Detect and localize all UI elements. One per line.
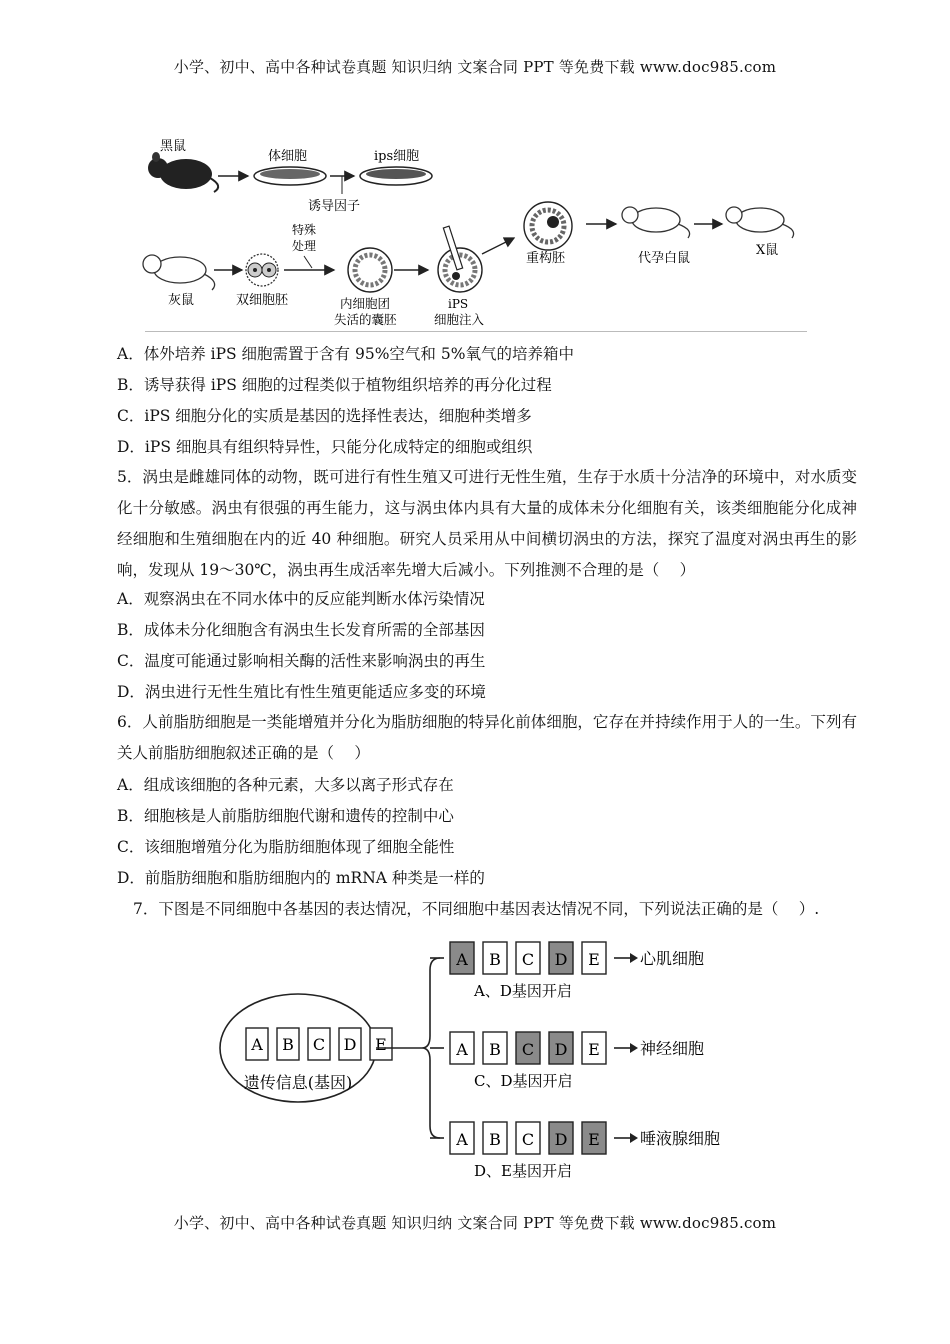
q5-stem: 5．涡虫是雌雄同体的动物，既可进行有性生殖又可进行无性生殖，生存于水质十分洁净的环境中，对水质变化十分敏感。涡虫有很强的再生能力，这与涡虫体内具有大量的成体未分化细胞有关，该类细胞能分化成神经细胞和生殖细胞在内的近 40 种细胞。研究人员采用从中间横切涡虫的方法，探究了温度对涡虫再生的影响，发现从 19～30℃，涡虫再生成活率先增大后减小。下列推测不合理的是（ ） bbox=[117, 468, 857, 579]
gray-mouse-label: 灰鼠 bbox=[168, 293, 195, 308]
ips-injection-label-1: iPS bbox=[448, 297, 469, 311]
surrogate-mouse-icon bbox=[622, 207, 690, 238]
cell-gene-label: A bbox=[456, 1130, 468, 1149]
cell-gene-label: B bbox=[489, 1040, 501, 1059]
q6-stem: 6．人前脂肪细胞是一类能增殖并分化为脂肪细胞的特异化前体细胞，它存在并持续作用于人的一生。下列有关人前脂肪细胞叙述正确的是（ ） bbox=[117, 713, 857, 762]
q5-option-b: B．成体未分化细胞含有涡虫生长发育所需的全部基因 bbox=[117, 621, 485, 639]
reconstructed-embryo-label: 重构胚 bbox=[526, 251, 566, 266]
inducing-factor-label: 诱导因子 bbox=[308, 199, 361, 214]
special-treatment-label-1: 特殊 bbox=[292, 223, 317, 237]
cell-gene-label: B bbox=[489, 950, 501, 969]
source-gene-label: A bbox=[251, 1035, 263, 1054]
arrow-head-icon bbox=[630, 1043, 638, 1053]
two-cell-embryo-label: 双细胞胚 bbox=[236, 293, 289, 308]
gene-on-note: A、D基因开启 bbox=[474, 982, 572, 1000]
q6-option-c: C．该细胞增殖分化为脂肪细胞体现了细胞全能性 bbox=[117, 838, 455, 856]
source-gene-label: D bbox=[343, 1035, 357, 1054]
icm-label-2: 失活的囊胚 bbox=[334, 312, 397, 327]
cell-gene-label: C bbox=[521, 1040, 535, 1059]
surrogate-mouse-label: 代孕白鼠 bbox=[638, 251, 691, 266]
cell-gene-label: C bbox=[521, 950, 535, 969]
ips-injection-icon bbox=[438, 226, 482, 292]
source-gene-label: B bbox=[282, 1035, 294, 1054]
cell-gene-label: A bbox=[456, 1040, 468, 1059]
q5-option-d: D．涡虫进行无性生殖比有性生殖更能适应多变的环境 bbox=[117, 683, 486, 701]
page-header: 小学、初中、高中各种试卷真题 知识归纳 文案合同 PPT 等免费下载 www.doc985.com bbox=[173, 58, 777, 76]
q4-option-d: D．iPS 细胞具有组织特异性，只能分化成特定的细胞或组织 bbox=[117, 438, 533, 456]
gray-mouse-icon bbox=[143, 255, 215, 290]
q6-option-b: B．细胞核是人前脂肪细胞代谢和遗传的控制中心 bbox=[117, 807, 454, 825]
gene-on-note: C、D基因开启 bbox=[474, 1072, 573, 1090]
figure-divider bbox=[145, 331, 807, 332]
icm-label-1: 内细胞团 bbox=[340, 296, 391, 311]
ips-experiment-diagram bbox=[138, 130, 810, 332]
cell-gene-label: D bbox=[554, 1130, 568, 1149]
cell-gene-label: A bbox=[456, 950, 468, 969]
blastocyst-icon bbox=[348, 248, 392, 292]
q4-option-b: B．诱导获得 iPS 细胞的过程类似于植物组织培养的再分化过程 bbox=[117, 376, 552, 394]
cell-type-label: 神经细胞 bbox=[640, 1039, 705, 1058]
page-footer: 小学、初中、高中各种试卷真题 知识归纳 文案合同 PPT 等免费下载 www.doc985.com bbox=[173, 1214, 777, 1232]
cell-gene-label: C bbox=[521, 1130, 535, 1149]
gene-expression-diagram bbox=[218, 928, 738, 1188]
ips-cell-label: ips细胞 bbox=[374, 149, 420, 164]
source-gene-label: C bbox=[312, 1035, 326, 1054]
q6-option-d: D．前脂肪细胞和脂肪细胞内的 mRNA 种类是一样的 bbox=[117, 869, 485, 887]
black-mouse-label: 黑鼠 bbox=[160, 139, 187, 154]
somatic-cell-dish-icon bbox=[254, 167, 326, 185]
two-cell-embryo-icon bbox=[246, 254, 278, 286]
cell-gene-label: E bbox=[588, 1130, 600, 1149]
x-mouse-icon bbox=[726, 207, 794, 238]
q5-option-c: C．温度可能通过影响相关酶的活性来影响涡虫的再生 bbox=[117, 652, 486, 670]
q5-option-a: A．观察涡虫在不同水体中的反应能判断水体污染情况 bbox=[117, 590, 485, 608]
special-treatment-label-2: 处理 bbox=[292, 239, 317, 253]
q6-option-a: A．组成该细胞的各种元素，大多以离子形式存在 bbox=[117, 776, 454, 794]
arrow-head-icon bbox=[630, 953, 638, 963]
x-mouse-label: X鼠 bbox=[756, 243, 779, 258]
arrow-head-icon bbox=[630, 1133, 638, 1143]
somatic-cell-label: 体细胞 bbox=[268, 149, 308, 164]
cell-gene-label: D bbox=[554, 1040, 568, 1059]
cell-gene-label: E bbox=[588, 1040, 600, 1059]
cell-type-label: 心肌细胞 bbox=[640, 949, 705, 968]
q7-stem: 7．下图是不同细胞中各基因的表达情况，不同细胞中基因表达情况不同，下列说法正确的是（ ）. bbox=[133, 900, 820, 918]
genetic-info-label: 遗传信息(基因) bbox=[243, 1073, 353, 1092]
cell-gene-label: E bbox=[588, 950, 600, 969]
ips-injection-label-2: 细胞注入 bbox=[434, 312, 485, 327]
q4-option-c: C．iPS 细胞分化的实质是基因的选择性表达，细胞种类增多 bbox=[117, 407, 532, 425]
reconstructed-embryo-icon bbox=[524, 202, 572, 250]
q4-option-a: A．体外培养 iPS 细胞需置于含有 95%空气和 5%氧气的培养箱中 bbox=[117, 345, 574, 363]
cell-type-label: 唾液腺细胞 bbox=[640, 1129, 721, 1148]
cell-gene-label: D bbox=[554, 950, 568, 969]
ips-cell-dish-icon bbox=[360, 167, 432, 185]
source-gene-label: E bbox=[375, 1035, 387, 1054]
black-mouse-icon bbox=[148, 152, 218, 192]
cell-gene-label: B bbox=[489, 1130, 501, 1149]
gene-on-note: D、E基因开启 bbox=[474, 1162, 572, 1180]
